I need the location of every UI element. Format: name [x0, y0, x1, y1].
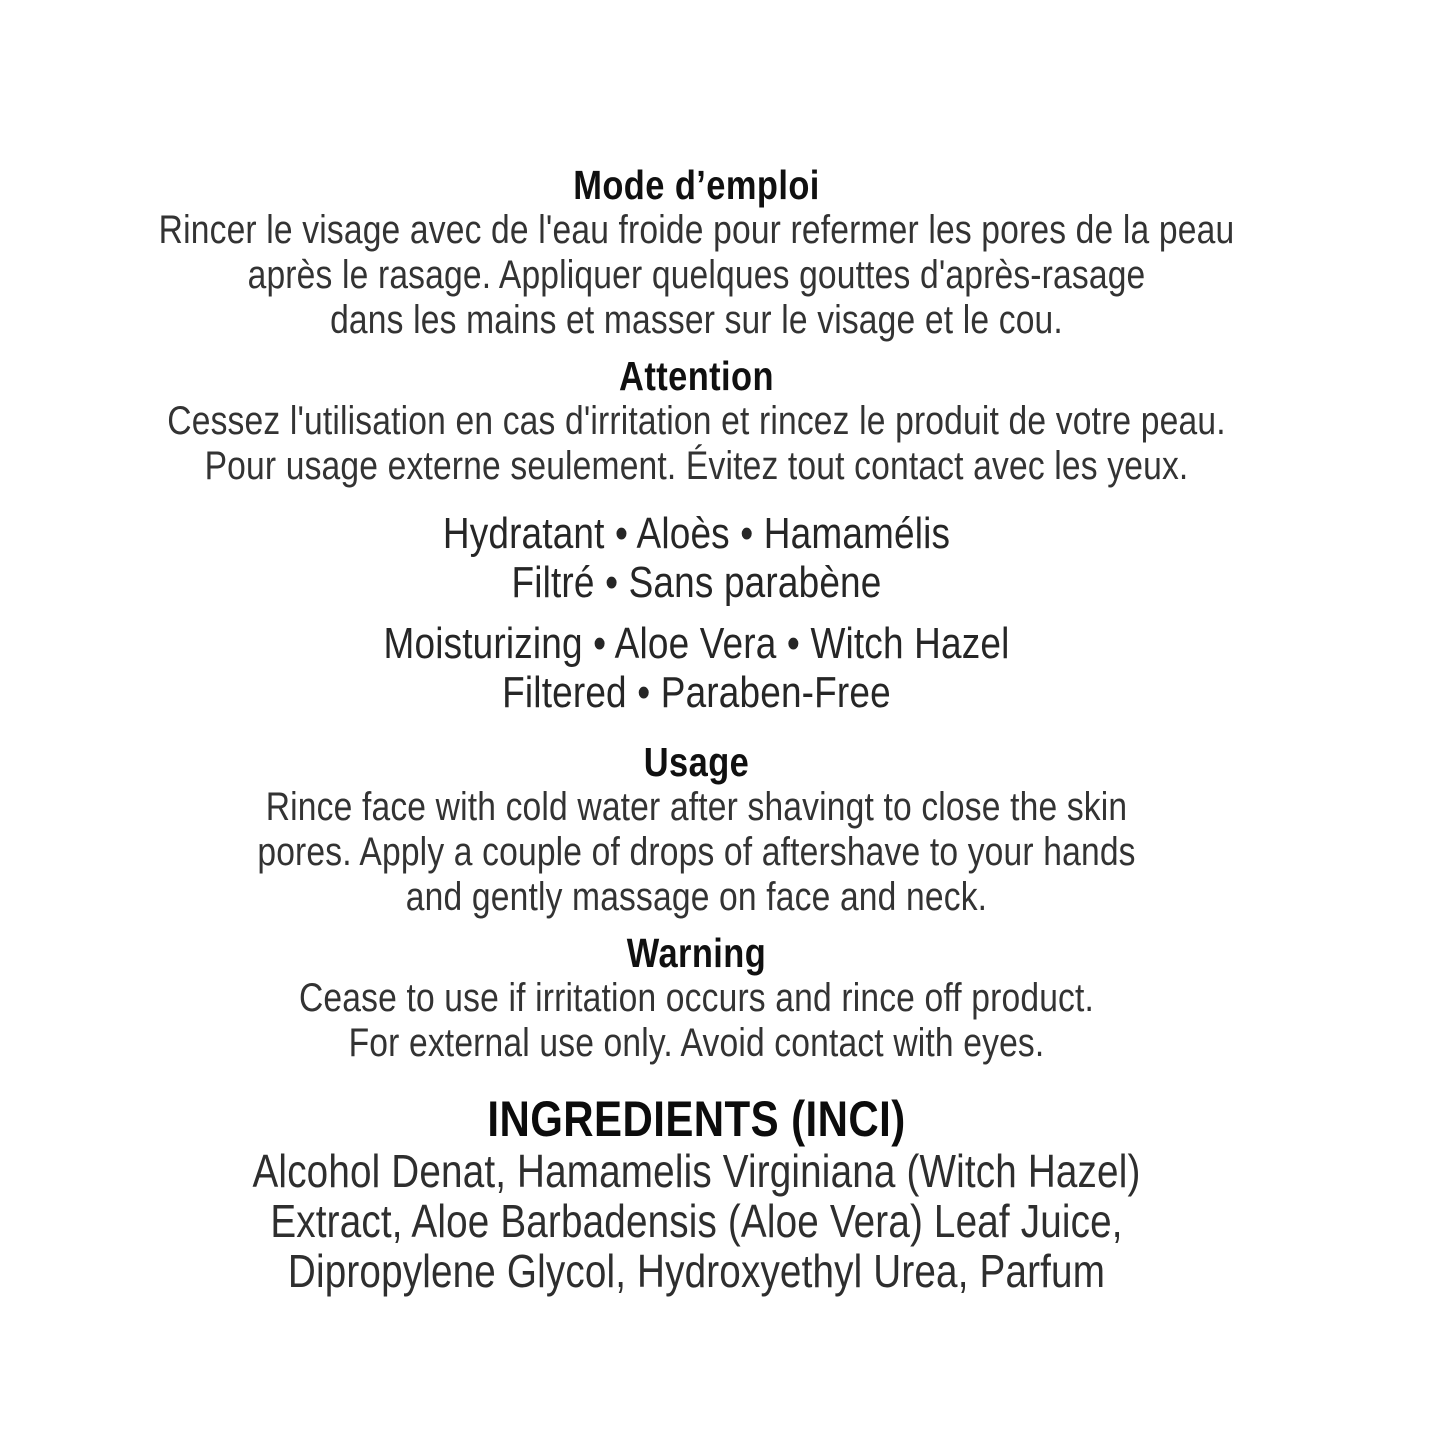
heading-attention: Attention [619, 353, 774, 399]
label-text-block [90, 162, 1304, 1296]
attention-line-1: Cessez l'utilisation en cas d'irritation et rincez le produit de votre peau. [167, 399, 1226, 443]
section-features-english [90, 619, 1304, 717]
features-fr-line-2: Filtré • Sans parabène [511, 558, 882, 607]
features-fr-line-1: Hydratant • Aloès • Hamamélis [442, 509, 951, 558]
usage-line-3: and gently massage on face and neck. [405, 875, 988, 919]
section-attention [90, 353, 1304, 489]
section-usage [90, 739, 1304, 920]
ingredients-line-3: Dipropylene Glycol, Hydroxyethyl Urea, Parfum [287, 1245, 1106, 1297]
features-en-line-2: Filtered • Paraben-Free [502, 668, 891, 717]
mode-demploi-line-3: dans les mains et masser sur le visage et le cou. [330, 298, 1063, 342]
warning-line-1: Cease to use if irritation occurs and rince off product. [298, 976, 1095, 1020]
mode-demploi-line-2: après le rasage. Appliquer quelques gouttes d'après-rasage [247, 253, 1146, 297]
ingredients-line-2: Extract, Aloe Barbadensis (Aloe Vera) Leaf Juice, [270, 1195, 1123, 1247]
ingredients-line-1: Alcohol Denat, Hamamelis Virginiana (Witch Hazel) [252, 1145, 1141, 1197]
mode-demploi-line-1: Rincer le visage avec de l'eau froide pour refermer les pores de la peau [158, 208, 1235, 252]
heading-usage: Usage [643, 739, 750, 785]
heading-ingredients: INGREDIENTS (INCI) [487, 1091, 906, 1147]
usage-line-2: pores. Apply a couple of drops of aftershave to your hands [257, 830, 1136, 874]
section-features-french [90, 509, 1304, 607]
attention-line-2: Pour usage externe seulement. Évitez tout contact avec les yeux. [204, 444, 1189, 488]
heading-mode-demploi: Mode d’emploi [573, 162, 820, 208]
section-mode-demploi [90, 162, 1304, 343]
section-ingredients [90, 1092, 1304, 1296]
section-warning [90, 930, 1304, 1066]
heading-warning: Warning [626, 930, 767, 976]
warning-line-2: For external use only. Avoid contact with eyes. [348, 1021, 1045, 1065]
usage-line-1: Rince face with cold water after shavingt to close the skin [265, 785, 1128, 829]
features-en-line-1: Moisturizing • Aloe Vera • Witch Hazel [383, 619, 1010, 668]
